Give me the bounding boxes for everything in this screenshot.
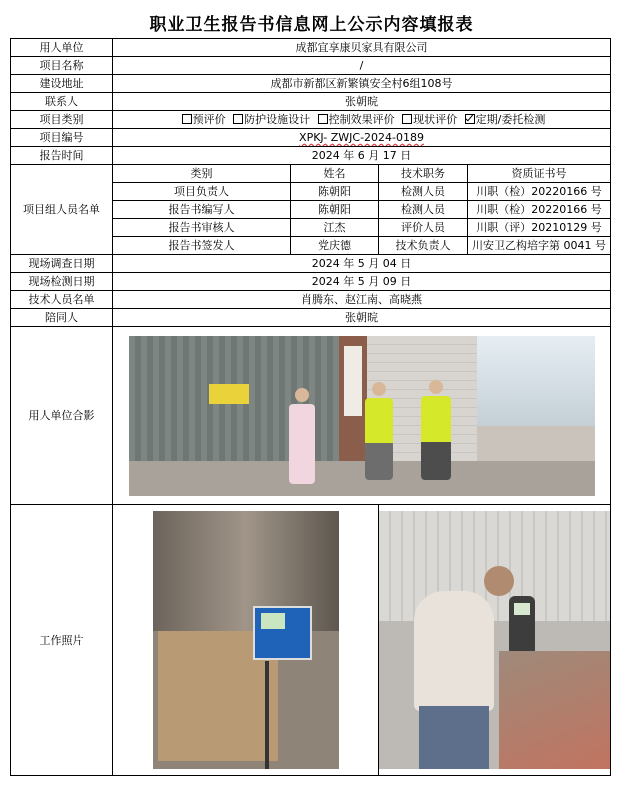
row-employer xyxy=(11,39,611,57)
member-title: 检测人员 xyxy=(379,183,468,200)
value-project-name: / xyxy=(113,57,611,75)
option-protection-design: 防护设施设计 xyxy=(244,113,311,126)
label-work-photo: 工作照片 xyxy=(11,505,113,776)
meter-screen-image xyxy=(514,603,530,615)
member-cert: 川安卫乙构培字第 0041 号 xyxy=(472,239,607,252)
person-vest-left xyxy=(365,398,393,480)
member-name: 陈朝阳 xyxy=(291,183,379,201)
member-split xyxy=(379,219,611,237)
member-name: 党庆德 xyxy=(291,237,379,255)
members-header-cert: 资质证书号 xyxy=(511,167,567,180)
checkbox-control-effect[interactable] xyxy=(318,114,328,124)
value-test-date: 2024 年 5 月 09 日 xyxy=(113,273,611,291)
option-status-evaluation: 现状评价 xyxy=(413,113,458,126)
row-category xyxy=(11,111,611,129)
worker-pants-image xyxy=(419,706,489,769)
label-category: 项目类别 xyxy=(11,111,113,129)
value-tech-staff: 肖腾东、赵江南、高晓燕 xyxy=(113,291,611,309)
worker-body-image xyxy=(414,591,494,711)
member-category: 报告书签发人 xyxy=(113,237,291,255)
door-sign-image xyxy=(209,384,249,404)
member-name: 陈朝阳 xyxy=(291,201,379,219)
member-subtable xyxy=(379,183,610,200)
label-test-date: 现场检测日期 xyxy=(11,273,113,291)
row-test-date xyxy=(11,273,611,291)
members-header-split xyxy=(379,165,611,183)
row-survey-date xyxy=(11,255,611,273)
label-members: 项目组人员名单 xyxy=(11,165,113,255)
checkbox-status-evaluation[interactable] xyxy=(402,114,412,124)
member-cert: 川职（检）20220166 号 xyxy=(476,203,602,216)
row-accompany xyxy=(11,309,611,327)
value-project-no xyxy=(113,129,611,147)
group-photo xyxy=(129,336,595,496)
work-photo-cell-left xyxy=(113,505,379,776)
member-title: 评价人员 xyxy=(379,219,468,236)
label-employer: 用人单位 xyxy=(11,39,113,57)
checkbox-protection-design[interactable] xyxy=(233,114,243,124)
members-header-name: 姓名 xyxy=(291,165,379,183)
person-pink xyxy=(289,404,315,484)
work-photo-right xyxy=(379,511,611,769)
members-header-row xyxy=(11,165,611,183)
group-photo-cell xyxy=(113,327,611,505)
checkbox-periodic-testing[interactable] xyxy=(465,114,475,124)
label-report-time: 报告时间 xyxy=(11,147,113,165)
person-vest-right-head xyxy=(429,380,443,394)
label-tech-staff: 技术人员名单 xyxy=(11,291,113,309)
worker-head-image xyxy=(484,566,514,596)
person-pink-head xyxy=(295,388,309,402)
members-header-category: 类别 xyxy=(113,165,291,183)
ground-image xyxy=(129,461,595,496)
company-plaque-image xyxy=(344,346,362,416)
row-tech-staff xyxy=(11,291,611,309)
row-report-time xyxy=(11,147,611,165)
member-category: 报告书编写人 xyxy=(113,201,291,219)
label-group-photo: 用人单位合影 xyxy=(11,327,113,505)
value-address: 成都市新都区新繁镇安全村6组108号 xyxy=(113,75,611,93)
row-work-photo xyxy=(11,505,611,776)
value-report-time: 2024 年 6 月 17 日 xyxy=(113,147,611,165)
member-split xyxy=(379,201,611,219)
work-photo-left xyxy=(153,511,339,769)
project-no-text: XPKJ- ZWJC-2024-0189 xyxy=(299,131,424,144)
row-project-no xyxy=(11,129,611,147)
window-image xyxy=(477,336,595,426)
member-title: 技术负责人 xyxy=(379,237,468,254)
report-table xyxy=(10,38,611,776)
value-accompany: 张朝晥 xyxy=(113,309,611,327)
member-cert: 川职（评）20210129 号 xyxy=(476,221,602,234)
member-title: 检测人员 xyxy=(379,201,468,218)
member-subtable xyxy=(379,219,610,236)
header-subtable xyxy=(379,165,610,182)
member-split xyxy=(379,183,611,201)
value-contact: 张朝晥 xyxy=(113,93,611,111)
label-accompany: 陪同人 xyxy=(11,309,113,327)
tripod-image xyxy=(265,661,269,769)
label-contact: 联系人 xyxy=(11,93,113,111)
option-control-effect: 控制效果评价 xyxy=(328,113,395,126)
value-survey-date: 2024 年 5 月 04 日 xyxy=(113,255,611,273)
person-vest-left-head xyxy=(372,382,386,396)
device-screen-image xyxy=(261,613,285,629)
member-subtable xyxy=(379,201,610,218)
option-pre-evaluation: 预评价 xyxy=(192,113,226,126)
workbench-red-image xyxy=(499,651,611,769)
label-project-name: 项目名称 xyxy=(11,57,113,75)
work-photo-cell-right xyxy=(379,505,611,776)
label-survey-date: 现场调查日期 xyxy=(11,255,113,273)
member-name: 江杰 xyxy=(291,219,379,237)
person-vest-right xyxy=(421,396,451,480)
category-options xyxy=(113,111,611,129)
row-group-photo xyxy=(11,327,611,505)
label-address: 建设地址 xyxy=(11,75,113,93)
member-category: 报告书审核人 xyxy=(113,219,291,237)
member-cert: 川职（检）20220166 号 xyxy=(476,185,602,198)
option-periodic-testing: 定期/委托检测 xyxy=(475,113,546,126)
members-header-title: 技术职务 xyxy=(379,165,468,182)
label-project-no: 项目编号 xyxy=(11,129,113,147)
member-split xyxy=(379,237,611,255)
member-category: 项目负责人 xyxy=(113,183,291,201)
row-contact xyxy=(11,93,611,111)
member-subtable xyxy=(379,237,610,254)
row-project-name xyxy=(11,57,611,75)
value-employer: 成都宜享康贝家具有限公司 xyxy=(113,39,611,57)
row-address xyxy=(11,75,611,93)
page-title: 职业卫生报告书信息网上公示内容填报表 xyxy=(149,15,474,35)
checkbox-pre-evaluation[interactable] xyxy=(182,114,192,124)
